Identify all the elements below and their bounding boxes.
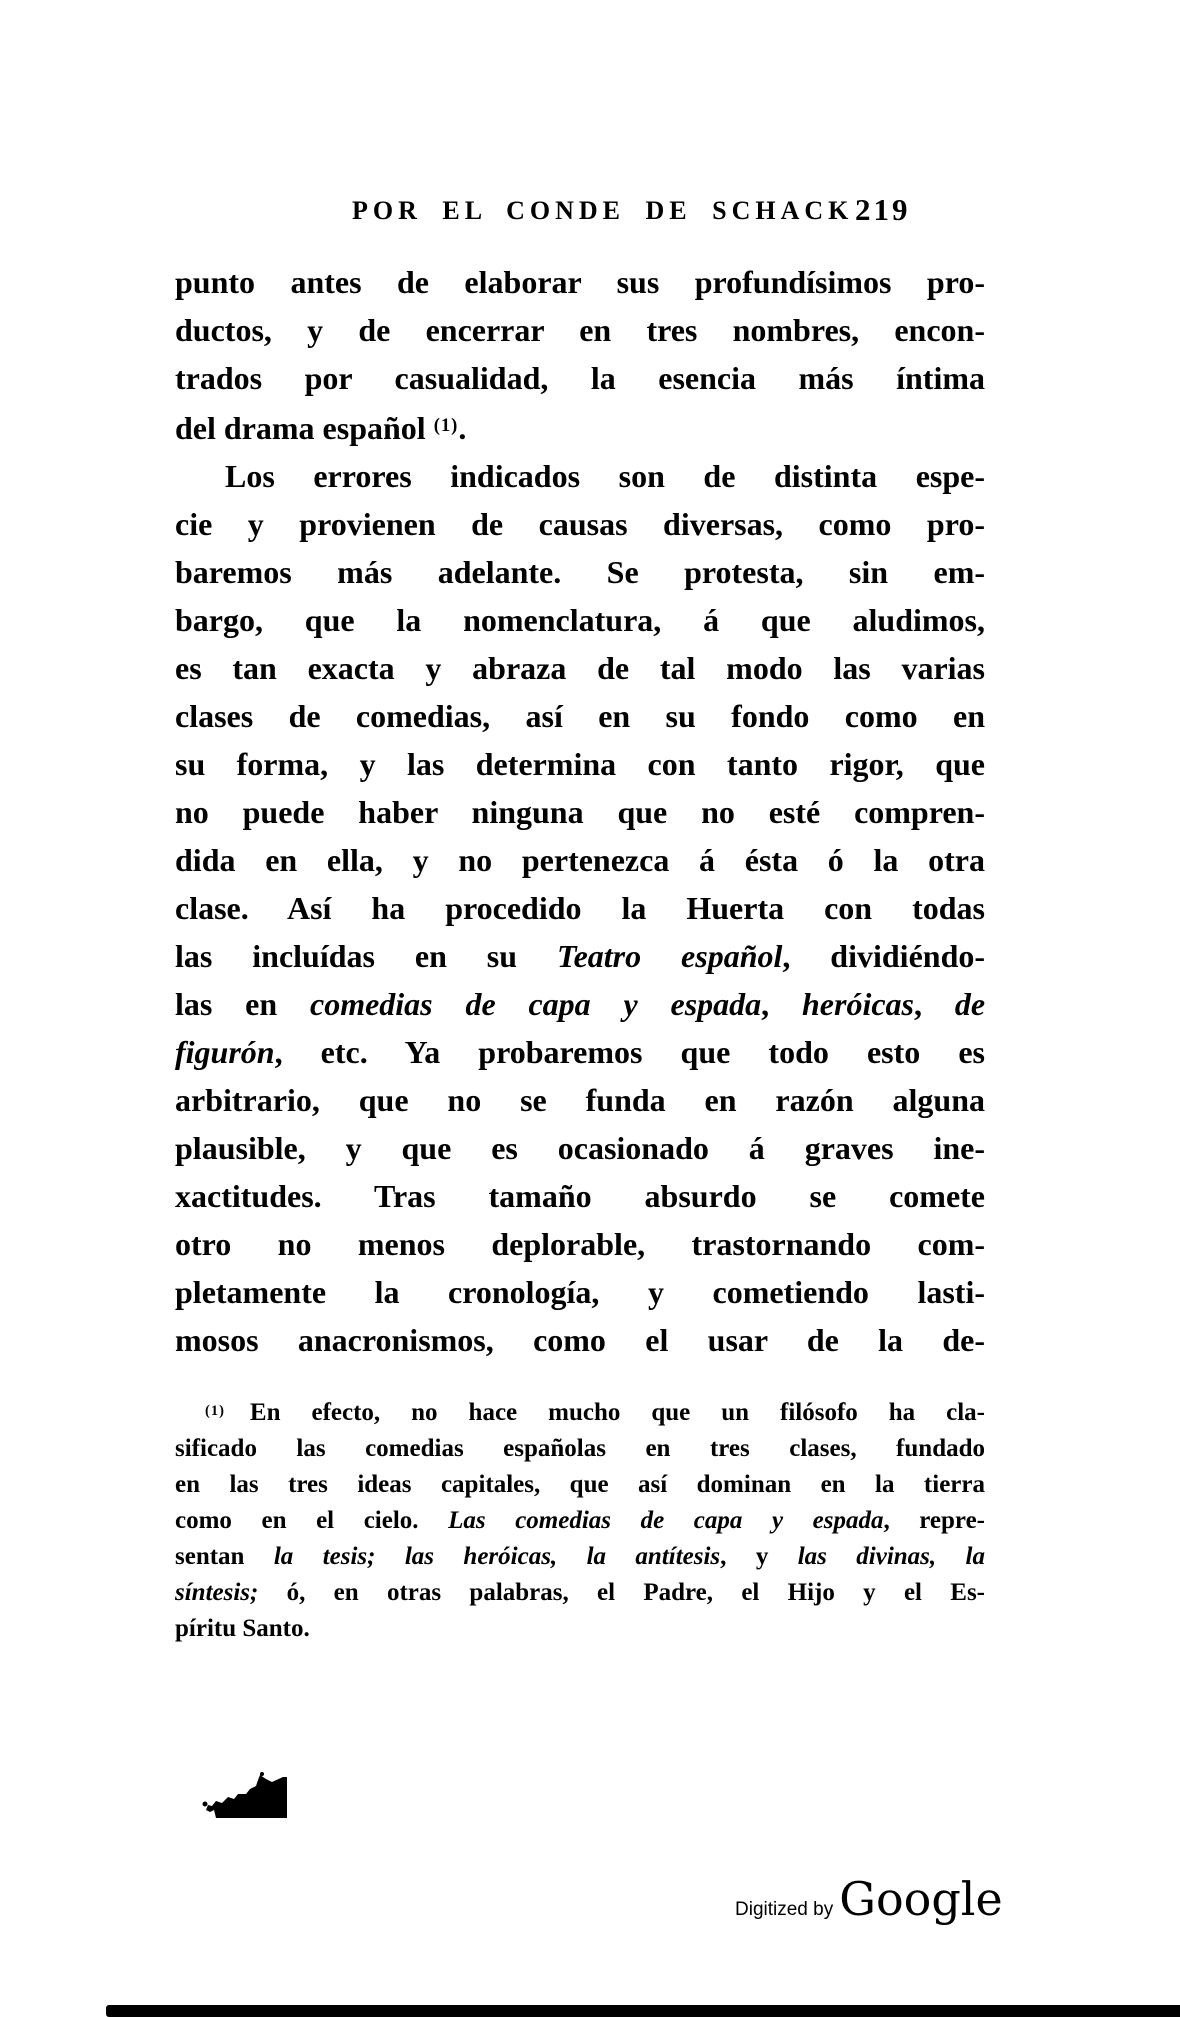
text-line: [175, 596, 985, 644]
italic-text: comedias de capa y espada: [309, 986, 762, 1022]
text-line: [175, 1268, 985, 1316]
italic-text: Teatro español: [556, 938, 783, 974]
text-segment: píritu Santo.: [175, 1615, 310, 1642]
text-segment: pletamente la cronología, y cometiendo lasti-: [175, 1274, 985, 1310]
italic-text: la tesis; las heróicas, la antítesis: [273, 1543, 721, 1570]
text-segment: cie y provienen de causas diversas, como pro-: [175, 506, 985, 542]
page-number: 219: [855, 192, 911, 227]
text-line: [175, 1539, 985, 1575]
italic-text: síntesis;: [175, 1579, 259, 1606]
text-segment: En efecto, no hace mucho que un filósofo ha cla-: [224, 1399, 985, 1426]
text-line: [175, 1028, 985, 1076]
italic-text: heróicas: [802, 986, 914, 1022]
text-line: [175, 932, 985, 980]
text-segment: su forma, y las determina con tanto rigor, que: [175, 746, 985, 782]
text-line: [175, 980, 985, 1028]
text-segment: bargo, que la nomenclatura, á que aludimos,: [175, 602, 985, 638]
text-segment: dida en ella, y no pertenezca á ésta ó la otra: [175, 842, 985, 878]
text-line: [175, 836, 985, 884]
scan-edge-bar: [106, 2005, 1180, 2017]
text-segment: ó, en otras palabras, el Padre, el Hijo y el Es-: [258, 1579, 985, 1606]
text-segment: trados por casualidad, la esencia más íntima: [175, 360, 985, 396]
running-header: [172, 192, 985, 236]
text-segment: , dividiéndo-: [782, 938, 986, 974]
text-line: [175, 1431, 985, 1467]
text-segment: no puede haber ninguna que no esté compren-: [175, 794, 985, 830]
text-line: [175, 306, 985, 354]
text-segment: es tan exacta y abraza de tal modo las varias: [175, 650, 985, 686]
text-line: [175, 1124, 985, 1172]
text-line: [175, 788, 985, 836]
text-segment: del drama español: [175, 410, 434, 446]
text-line: [175, 1467, 985, 1503]
google-logo: Google: [839, 1872, 1003, 1926]
text-line: [175, 1076, 985, 1124]
text-line: [175, 1503, 985, 1539]
digitized-by-google-watermark: [735, 1872, 1003, 1926]
text-line: [175, 258, 985, 306]
text-line: [175, 548, 985, 596]
text-segment: sentan: [175, 1543, 274, 1570]
page-title: POR EL CONDE DE SCHACK: [352, 196, 854, 225]
text-segment: xactitudes. Tras tamaño absurdo se comete: [175, 1178, 985, 1214]
text-segment: baremos más adelante. Se protesta, sin em-: [175, 554, 985, 590]
text-segment: como en el cielo.: [175, 1507, 449, 1534]
text-segment: mosos anacronismos, como el usar de la de-: [175, 1322, 985, 1358]
text-segment: ,: [761, 986, 802, 1022]
text-line: [175, 644, 985, 692]
text-segment: en las tres ideas capitales, que así dominan en la tierra: [175, 1471, 985, 1498]
text-segment: las incluídas en su: [175, 938, 557, 974]
text-segment: , repre-: [883, 1507, 985, 1534]
ink-smudge: [200, 1772, 295, 1822]
text-segment: plausible, y que es ocasionado á graves ine-: [175, 1130, 985, 1166]
text-line: [175, 884, 985, 932]
text-line: [175, 1393, 985, 1431]
text-line: [175, 500, 985, 548]
text-line: [175, 1220, 985, 1268]
italic-text: figurón: [175, 1034, 275, 1070]
text-segment: Los errores indicados son de distinta espe-: [225, 458, 985, 494]
text-segment: clase. Así ha procedido la Huerta con todas: [175, 890, 985, 926]
text-segment: ,: [914, 986, 955, 1022]
text-segment: , y: [720, 1543, 798, 1570]
text-segment: clases de comedias, así en su fondo como en: [175, 698, 985, 734]
text-line: [175, 1575, 985, 1611]
italic-text: de: [954, 986, 986, 1022]
text-line: [175, 1316, 985, 1364]
text-segment: ductos, y de encerrar en tres nombres, encon-: [175, 312, 985, 348]
text-line: [175, 1172, 985, 1220]
footnote-reference: (1): [205, 1403, 225, 1419]
text-line: [175, 354, 985, 402]
text-line: [175, 402, 985, 452]
text-segment: .: [458, 410, 467, 446]
footnote-block: [175, 1393, 985, 1647]
text-segment: las en: [175, 986, 310, 1022]
text-line: [175, 692, 985, 740]
text-segment: , etc. Ya probaremos que todo esto es: [274, 1034, 985, 1070]
text-segment: arbitrario, que no se funda en razón alguna: [175, 1082, 985, 1118]
text-segment: otro no menos deplorable, trastornando com-: [175, 1226, 985, 1262]
text-segment: sificado las comedias españolas en tres clases, fundado: [175, 1435, 985, 1462]
italic-text: las divinas, la: [797, 1543, 985, 1570]
digitized-by-label: Digitized by: [735, 1899, 834, 1920]
body-text-block: [175, 258, 985, 1364]
text-line: [175, 740, 985, 788]
text-segment: punto antes de elaborar sus profundísimos pro-: [175, 264, 985, 300]
text-line: [175, 1611, 985, 1647]
text-line: [175, 452, 985, 500]
footnote-reference: (1): [433, 415, 459, 436]
italic-text: Las comedias de capa y espada: [448, 1507, 884, 1534]
